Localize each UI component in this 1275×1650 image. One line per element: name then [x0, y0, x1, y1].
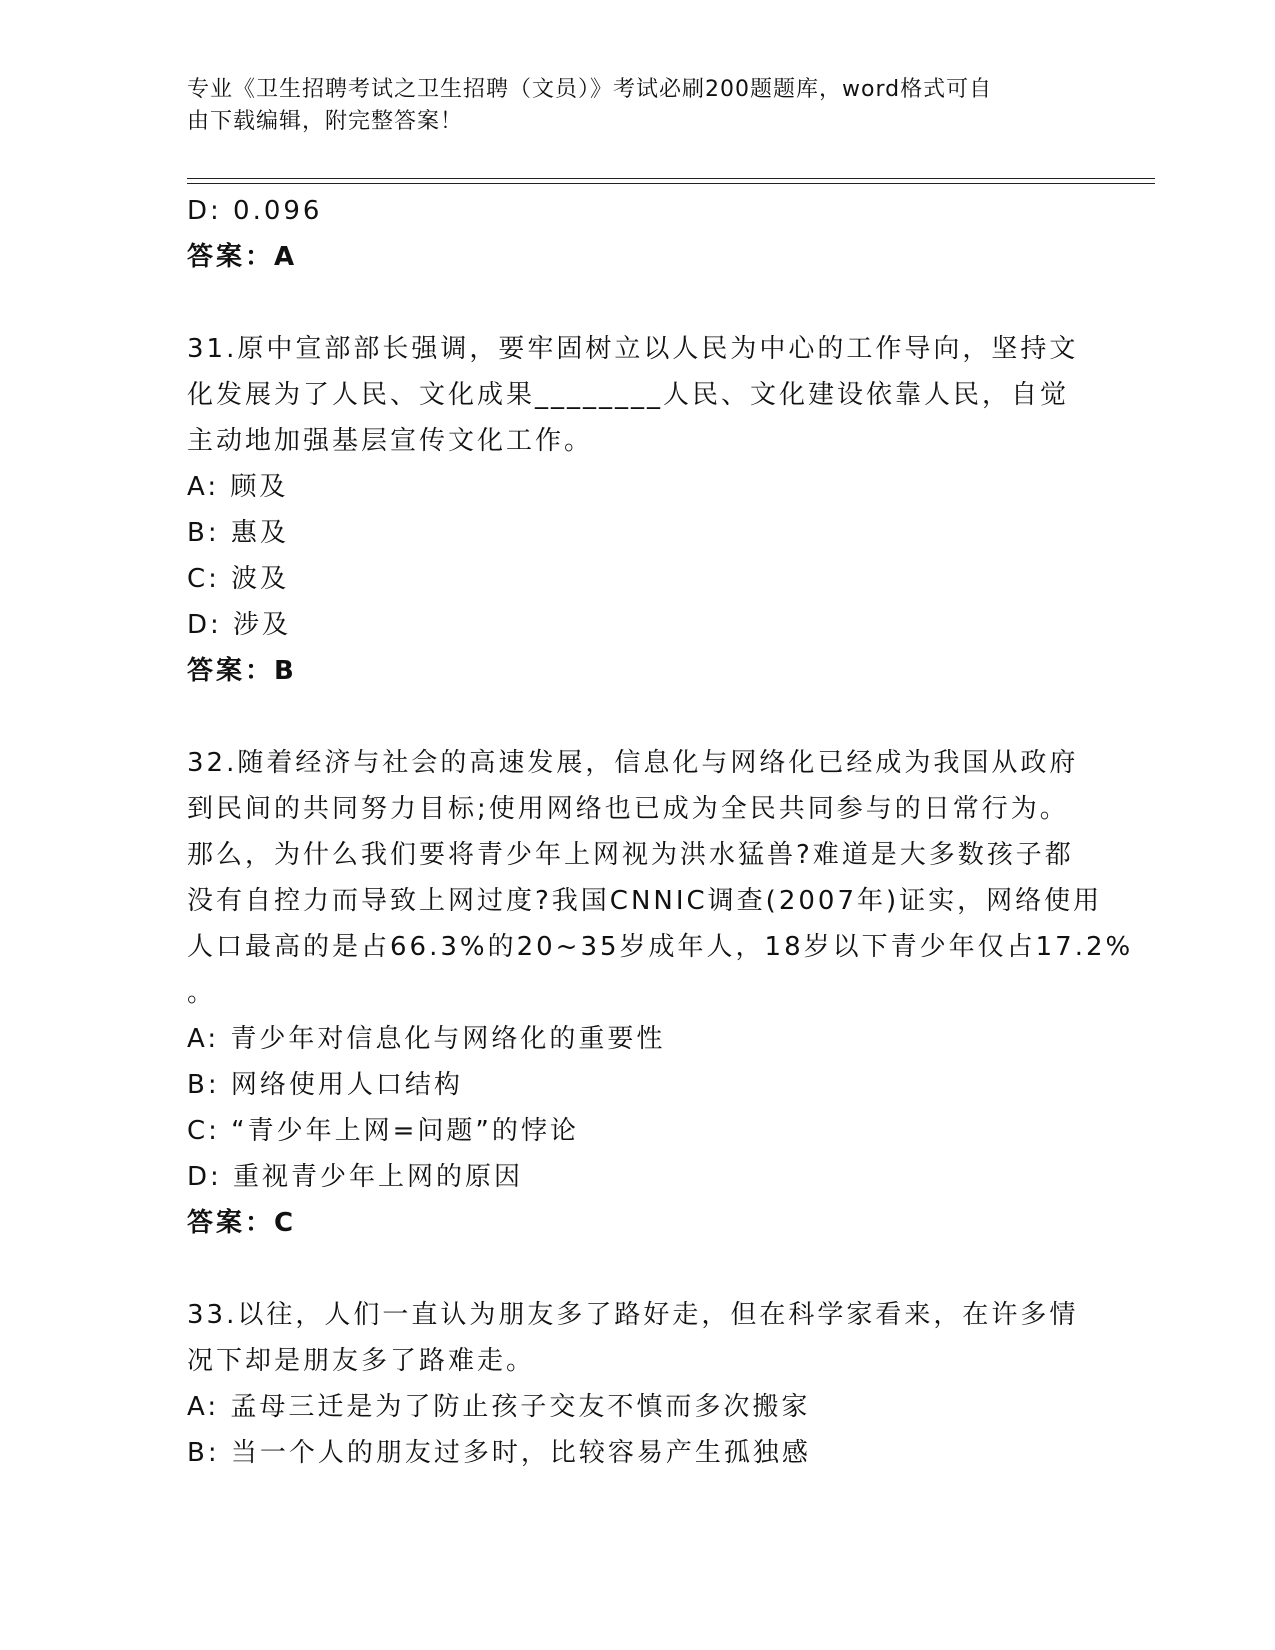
- spacer: [187, 1246, 1087, 1292]
- question-32-option-c: C: “青少年上网=问题”的悖论: [187, 1116, 579, 1146]
- question-32-answer: 答案：C: [187, 1208, 297, 1238]
- header-divider-top: [187, 178, 1155, 179]
- header-line-2: 由下载编辑，附完整答案！: [187, 109, 464, 134]
- question-32-option-d: D: 重视青少年上网的原因: [187, 1162, 524, 1192]
- question-32-stem-line: 到民间的共同努力目标;使用网络也已成为全民共同参与的日常行为。: [187, 794, 1069, 824]
- previous-option-d: D: 0.096: [187, 196, 323, 226]
- question-31-option-a: A: 顾及: [187, 472, 289, 502]
- question-32: [187, 740, 1134, 1246]
- question-33-option-b: B: 当一个人的朋友过多时，比较容易产生孤独感: [187, 1438, 811, 1468]
- spacer: [187, 694, 1087, 740]
- question-32-option-b: B: 网络使用人口结构: [187, 1070, 463, 1100]
- question-32-stem-line: 32.随着经济与社会的高速发展，信息化与网络化已经成为我国从政府: [187, 748, 1079, 778]
- question-31: [187, 326, 1087, 694]
- question-33-option-a: A: 孟母三迁是为了防止孩子交友不慎而多次搬家: [187, 1392, 811, 1422]
- question-32-stem-line: 那么，为什么我们要将青少年上网视为洪水猛兽?难道是大多数孩子都: [187, 840, 1074, 870]
- question-31-stem-line: 31.原中宣部部长强调，要牢固树立以人民为中心的工作导向，坚持文: [187, 334, 1079, 364]
- question-32-stem-line: 没有自控力而导致上网过度?我国CNNIC调查(2007年)证实，网络使用: [187, 886, 1103, 916]
- question-33-stem-line: 33.以往，人们一直认为朋友多了路好走，但在科学家看来，在许多情: [187, 1300, 1079, 1330]
- question-32-option-a: A: 青少年对信息化与网络化的重要性: [187, 1024, 666, 1054]
- question-content: [187, 188, 1134, 1476]
- header-divider-bottom: [187, 183, 1155, 184]
- page-header: [187, 74, 1067, 138]
- question-31-stem-line: 主动地加强基层宣传文化工作。: [187, 426, 594, 456]
- question-33: [187, 1292, 1087, 1476]
- previous-answer: 答案：A: [187, 242, 298, 272]
- question-31-stem-line: 化发展为了人民、文化成果________人民、文化建设依靠人民，自觉: [187, 380, 1070, 410]
- question-31-option-b: B: 惠及: [187, 518, 289, 548]
- question-31-option-c: C: 波及: [187, 564, 290, 594]
- spacer: [187, 280, 1087, 326]
- question-31-answer: 答案：B: [187, 656, 297, 686]
- question-31-option-d: D: 涉及: [187, 610, 292, 640]
- question-33-stem-line: 况下却是朋友多了路难走。: [187, 1346, 536, 1376]
- question-32-stem-line: 人口最高的是占66.3%的20~35岁成年人，18岁以下青少年仅占17.2%: [187, 932, 1134, 962]
- header-line-1: 专业《卫生招聘考试之卫生招聘（文员）》考试必刷200题题库，word格式可自: [187, 77, 993, 102]
- question-32-stem-line: 。: [187, 978, 217, 1008]
